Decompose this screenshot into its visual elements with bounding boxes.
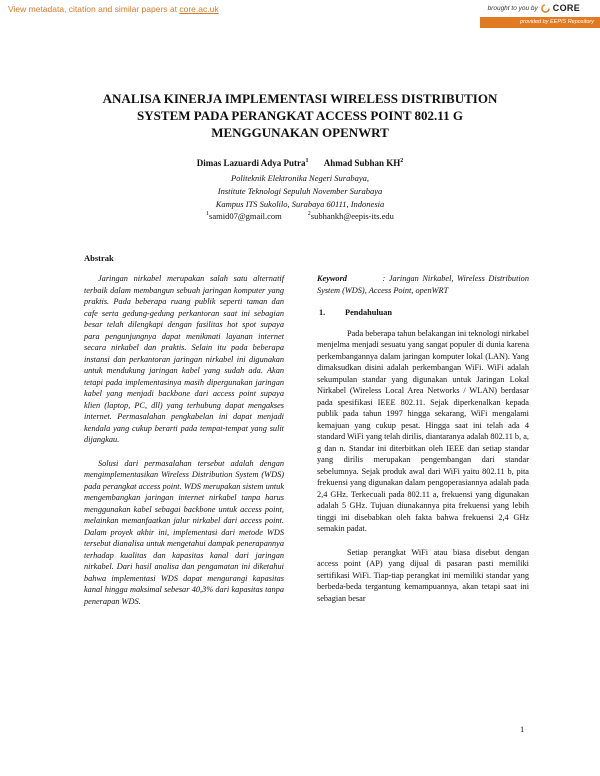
section-title: Pendahuluan [345,308,393,317]
core-logo-icon [541,4,550,13]
author-list [60,158,540,168]
keyword-text: : Jaringan Nirkabel, Wireless Distribution System (WDS), Access Point, openWRT [317,274,529,295]
core-brand[interactable] [488,3,580,13]
abstract-paragraph-1: Jaringan nirkabel merupakan salah satu alternatif terbaik dalam membangun sebuah jaringan komputer yang praktis. Pada beberapa ruang publik seperti taman dan cafe serta gedung-gedung perkantoran saat ini sebagian besar telah dilengkapi dengan fasilitas hot spot supaya para pengunjungnya dapat menikmati layanan internet secara nirkabel dan praktis. Selain itu pada beberapa instansi dan perkantoran jaringan nirkabel ini digunakan untuk mendukung jaringan kabel yang sudah ada. Akan tetapi pada implementasinya masih dipergunakan jaringan kabel yang menjadi backbone dari access point supaya klien (laptop, PC, dll) yang terhubung dapat mengakses internet. Permasalahan pengkabelan ini dapat menjadi kendala yang cukup berarti pada tempat-tempat yang sulit dijangkau. [84,274,284,444]
core-metadata-link[interactable] [8,4,219,14]
keywords [317,273,529,296]
section-number: 1. [319,308,326,317]
brought-by-text: brought to you by [487,4,538,12]
abstract-column [84,273,284,607]
email-1-sup: 1 [206,211,210,218]
core-link-prefix: View metadata, citation and similar papers at [8,4,180,14]
affiliation [60,172,540,211]
page-number: 1 [520,724,525,734]
core-header-bar [0,0,600,28]
email-1[interactable]: samid07@gmail.com [209,211,282,221]
provided-by-banner[interactable]: provided by EEPIS Repository [480,17,600,28]
author-2: Ahmad Subhan KH [323,158,401,168]
abstract-heading: Abstrak [84,253,114,263]
title-line-1: ANALISA KINERJA IMPLEMENTASI WIRELESS DISTRIBUTION [102,91,498,106]
title-line-2: SYSTEM PADA PERANGKAT ACCESS POINT 802.11 G [137,108,463,123]
email-2-sup: 2 [307,211,311,218]
paper-title [60,90,540,141]
title-line-3: MENGGUNAKAN OPENWRT [211,125,389,140]
keyword-label: Keyword [317,274,347,283]
section-heading [317,307,529,319]
author-1-sup: 1 [305,158,309,164]
author-1: Dimas Lazuardi Adya Putra [196,158,306,168]
affiliation-line-2: Institute Teknologi Sepuluh November Surabaya [217,186,383,196]
intro-paragraph-2: Setiap perangkat WiFi atau biasa disebut dengan access point (AP) yang dijual di pasaran pasti memiliki sertifikasi WiFi. Tiap-tiap perangkat ini memiliki standar yang berbeda-beda tergantung kemampuannya, akan tetapi saat ini sebagian besar [317,547,529,603]
abstract-paragraph-2: Solusi dari permasalahan tersebut adalah dengan mengimplementasikan Wireless Distribution System (WDS) pada perangkat access point. WDS merupakan sistem untuk mengembangkan jaringan internet nirkabel tanpa harus menggunakan kabel sebagai backbone untuk access point, melainkan memanfaatkan jalur nirkabel dari access point. Dalam proyek akhir ini, implementasi dari metode WDS tersebut dianalisa untuk mengetahui dampak penerapannya terhadap kualitas dan kapasitas kanal dari jaringan nirkabel. Dari hasil analisa dan pengamatan ini diketahui bahwa implementasi WDS dapat mengurangi kapasitas kanal hingga maksimal sebesar 40,3% dari kapasitas tanpa penerapan WDS. [84,458,284,606]
core-brand-name: CORE [552,3,580,13]
intro-paragraph-1: Pada beberapa tahun belakangan ini teknologi nirkabel menjelma menjadi sesuatu yang sangat populer di dunia karena perkembangannya dalam jaringan komputer lokal (LAN). Yang dimaksudkan disini adalah perkembangan WiFi. WiFi adalah sekumpulan standar yang digunakan untuk Jaringan Lokal Nirkabel (Wireless Local Area Networks / WLAN) berdasar pada spesifikasi IEEE 802.11. Sejak diperkenalkan kepada publik pada tahun 1997 hingga sekarang, WiFi mengalami kemajuan yang cukup pesat. Hingga saat ini telah ada 4 standard WiFi yang telah dirilis, diantaranya adalah 802.11 b, a, g dan n. Standar ini diterbitkan oleh IEEE dan setiap standar yang dirilis merupakan pengembangan dari standar sebelumnya. Sejak produk awal dari WiFi yaitu 802.11 b, pita frekuensi yang digunakan dalam pengoperasiannya adalah pada 2,4 GHz. Terkecuali pada 802.11 a, frekuensi yang digunakan adalah 5 GHz. Tujuan diunakannya pita frekuensi yang lebih tinggi ini disebabkan oleh fakta bahwa frekuensi 2,4 GHz semakin padat. [317,328,530,533]
core-link-domain: core.ac.uk [179,4,219,14]
right-column [317,273,529,604]
affiliation-line-1: Politeknik Elektronika Negeri Surabaya, [230,173,369,183]
author-2-sup: 2 [400,158,404,164]
author-emails [60,211,540,221]
affiliation-line-3: Kampus ITS Sukolilo, Surabaya 60111, Indonesia [215,199,385,209]
email-2[interactable]: subhankh@eepis-its.edu [310,211,394,221]
